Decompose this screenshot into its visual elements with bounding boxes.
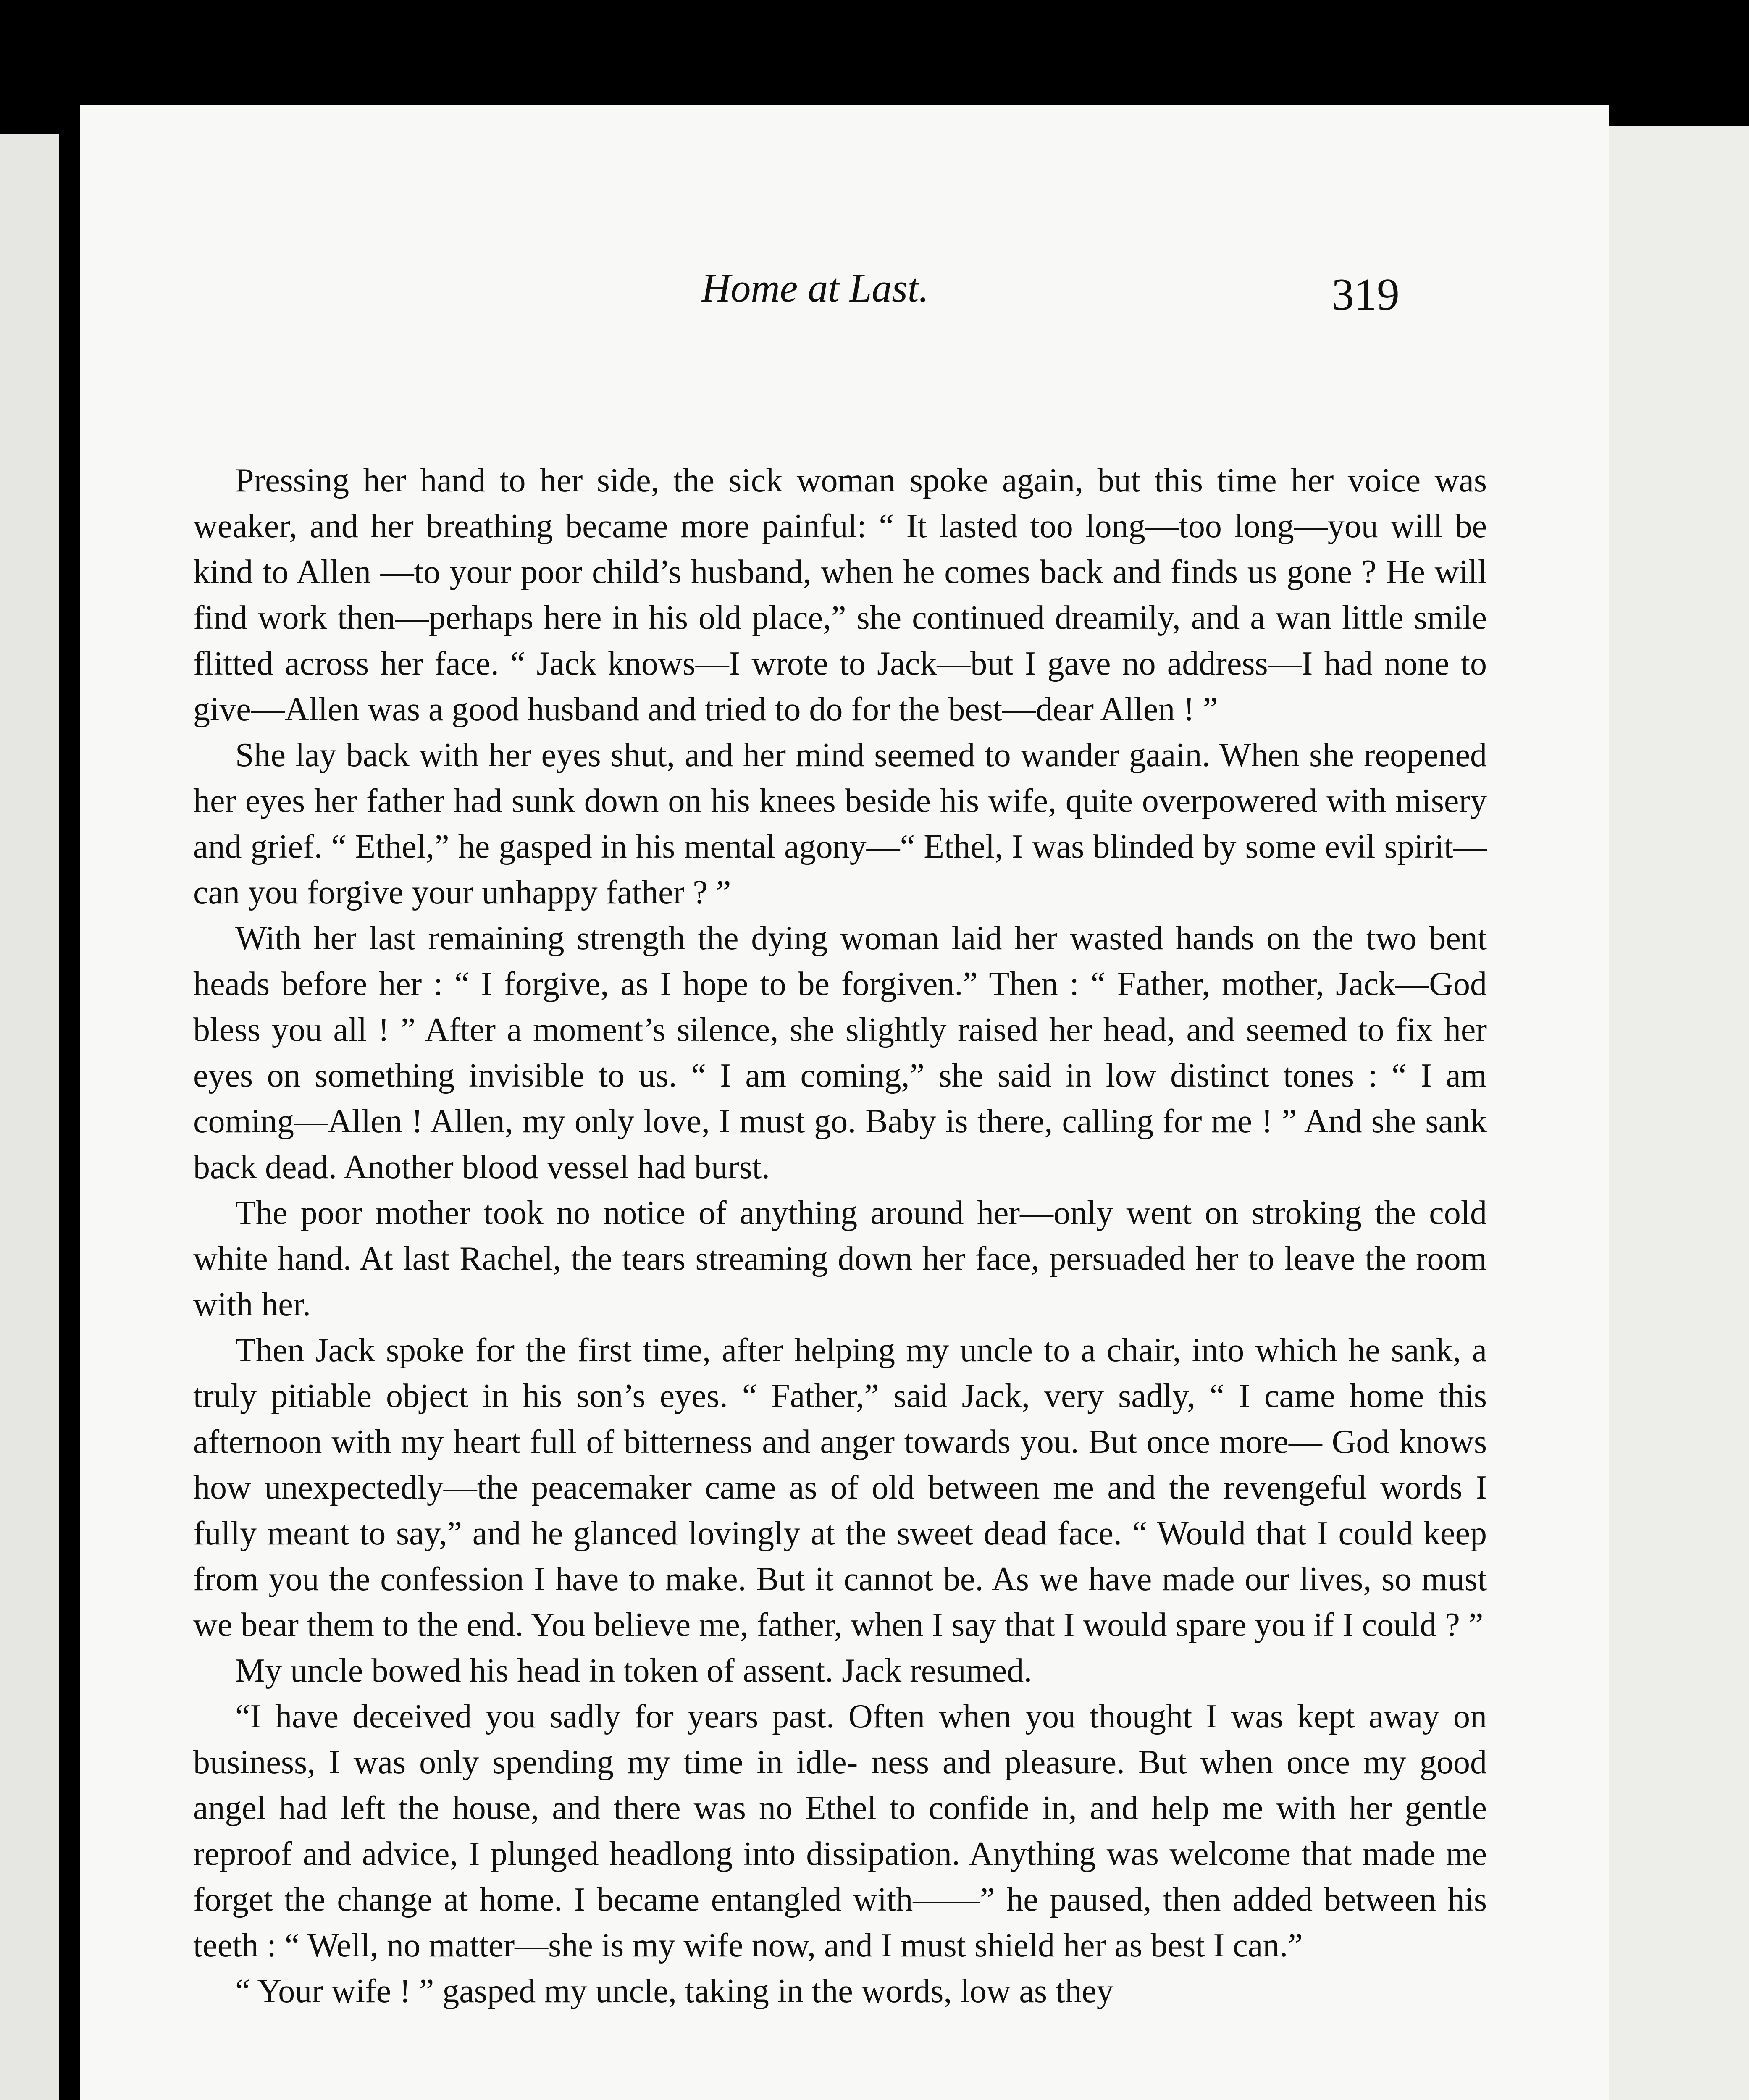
next-page-edge <box>1609 126 1749 2100</box>
running-title: Home at Last. <box>701 265 929 310</box>
paragraph: With her last remaining strength the dying woman laid her wasted hands on the two bent heads before her : “ I forgive, as I hope to be forgiven.” Then : “ Father, mother, Jack—God bless you all ! ” After a moment’s silence, she slightly raised her head, and seemed to fix her eyes on something invisible to us. “ I am coming,” she said in low distinct tones : “ I am coming—Allen ! Allen, my only love, I must go. Baby is there, calling for me ! ” And she sank back dead. Another blood vessel had burst. <box>193 920 1487 1186</box>
page-header <box>80 265 1609 323</box>
book-page <box>80 105 1609 2100</box>
page-number: 319 <box>1331 270 1400 320</box>
paragraph: The poor mother took no notice of anything around her—only went on stroking the cold white hand. At last Rachel, the tears streaming down her face, persuaded her to leave the room with her. <box>193 1194 1487 1323</box>
paragraph: “I have deceived you sadly for years past. Often when you thought I was kept away on business, I was only spending my time in idle- ness and pleasure. But when once my good angel had left the house, and there was no Ethel to confide in, and help me with her gentle reproof and advice, I plunged headlong into dissipation. Anything was welcome that made me forget the change at home. I became entangled with——” he paused, then added between his teeth : “ Well, no matter—she is my wife now, and I must shield her as best I can.” <box>193 1698 1487 1964</box>
paragraph: Pressing her hand to her side, the sick woman spoke again, but this time her voice was weaker, and her breathing became more painful: “ It lasted too long—too long—you will be kind to Allen —to your poor child’s husband, when he comes back and finds us gone ? He will find work then—perhaps here in his old place,” she continued dreamily, and a wan little smile flitted across her face. “ Jack knows—I wrote to Jack—but I gave no address—I had none to give—Allen was a good husband and tried to do for the best—dear Allen ! ” <box>193 462 1487 728</box>
paragraph: “ Your wife ! ” gasped my uncle, taking in the words, low as they <box>235 1973 1113 2010</box>
paragraph: My uncle bowed his head in token of assent. Jack resumed. <box>235 1652 1032 1689</box>
previous-page-edge <box>0 134 59 2100</box>
paragraph: Then Jack spoke for the first time, after helping my uncle to a chair, into which he sank, a truly pitiable object in his son’s eyes. “ Father,” said Jack, very sadly, “ I came home this afternoon with my heart full of bitterness and anger towards you. But once more— God knows how unexpectedly—the peacemaker came as of old between me and the revengeful words I fully meant to say,” and he glanced lovingly at the sweet dead face. “ Would that I could keep from you the confession I have to make. But it cannot be. As we have made our lives, so must we bear them to the end. You believe me, father, when I say that I would spare you if I could ? ” <box>193 1332 1487 1643</box>
body-text <box>193 458 1487 2014</box>
paragraph: She lay back with her eyes shut, and her mind seemed to wander gaain. When she reopened her eyes her father had sunk down on his knees beside his wife, quite overpowered with misery and grief. “ Ethel,” he gasped in his mental agony—“ Ethel, I was blinded by some evil spirit—can you forgive your unhappy father ? ” <box>193 737 1487 911</box>
